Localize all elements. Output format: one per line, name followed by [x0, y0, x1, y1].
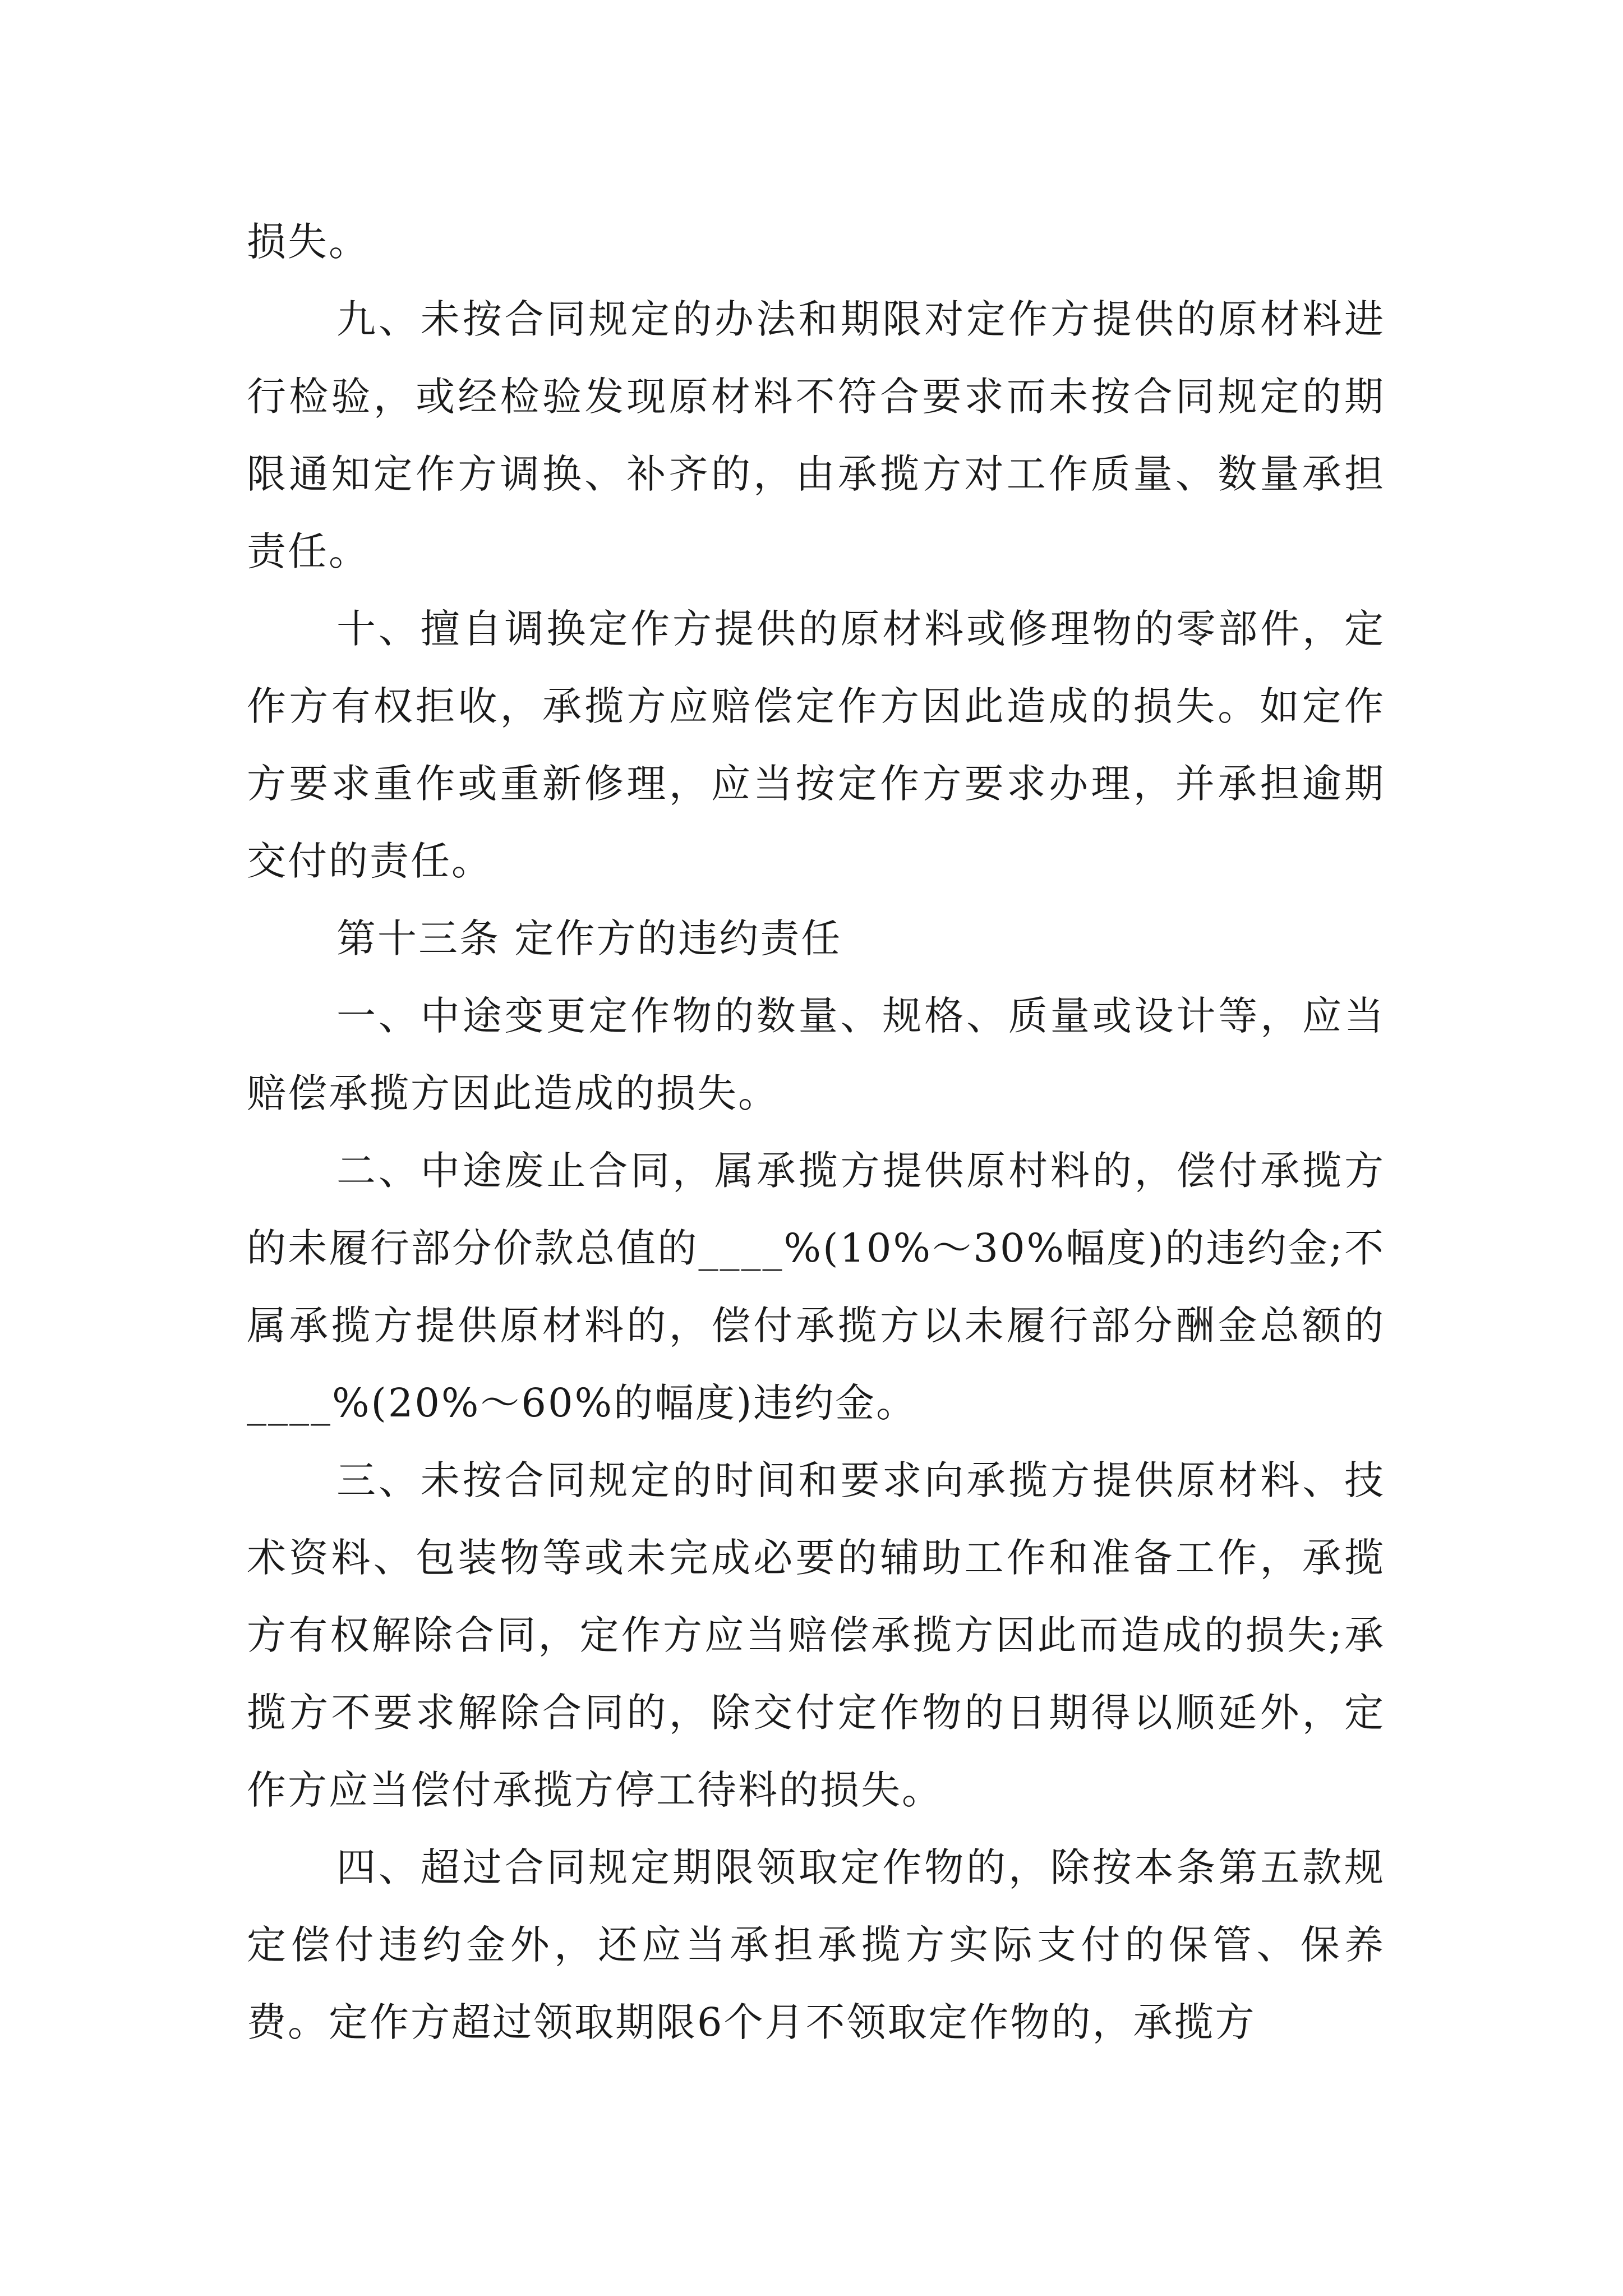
paragraph-item-four: 四、超过合同规定期限领取定作物的，除按本条第五款规定偿付违约金外，还应当承担承揽方实际支付的保管、保养费。定作方超过领取期限6个月不领取定作物的，承揽方	[247, 1844, 1385, 2045]
paragraph-item-ten: 十、擅自调换定作方提供的原材料或修理物的零部件，定作方有权拒收，承揽方应赔偿定作方因此造成的损失。如定作方要求重作或重新修理，应当按定作方要求办理，并承担逾期交付的责任。	[247, 606, 1385, 884]
paragraph-loss-continuation: 损失。	[247, 219, 370, 265]
section-heading-article-13: 第十三条 定作方的违约责任	[336, 915, 842, 961]
paragraph-item-nine: 九、未按合同规定的办法和期限对定作方提供的原材料进行检验，或经检验发现原材料不符合要求而未按合同规定的期限通知定作方调换、补齐的，由承揽方对工作质量、数量承担责任。	[247, 296, 1385, 574]
paragraph-item-three: 三、未按合同规定的时间和要求向承揽方提供原材料、技术资料、包装物等或未完成必要的辅助工作和准备工作，承揽方有权解除合同，定作方应当赔偿承揽方因此而造成的损失;承揽方不要求解除合同的，除交付定作物的日期得以顺延外，定作方应当偿付承揽方停工待料的损失。	[247, 1457, 1385, 1813]
document-body	[247, 203, 1385, 2061]
paragraph-item-one: 一、中途变更定作物的数量、规格、质量或设计等，应当赔偿承揽方因此造成的损失。	[247, 993, 1385, 1116]
paragraph-item-two: 二、中途废止合同，属承揽方提供原村料的，偿付承揽方的未履行部分价款总值的____%(10%～30%幅度)的违约金;不属承揽方提供原材料的，偿付承揽方以未履行部分酬金总额的____%(20%～60%的幅度)违约金。	[247, 1148, 1385, 1426]
